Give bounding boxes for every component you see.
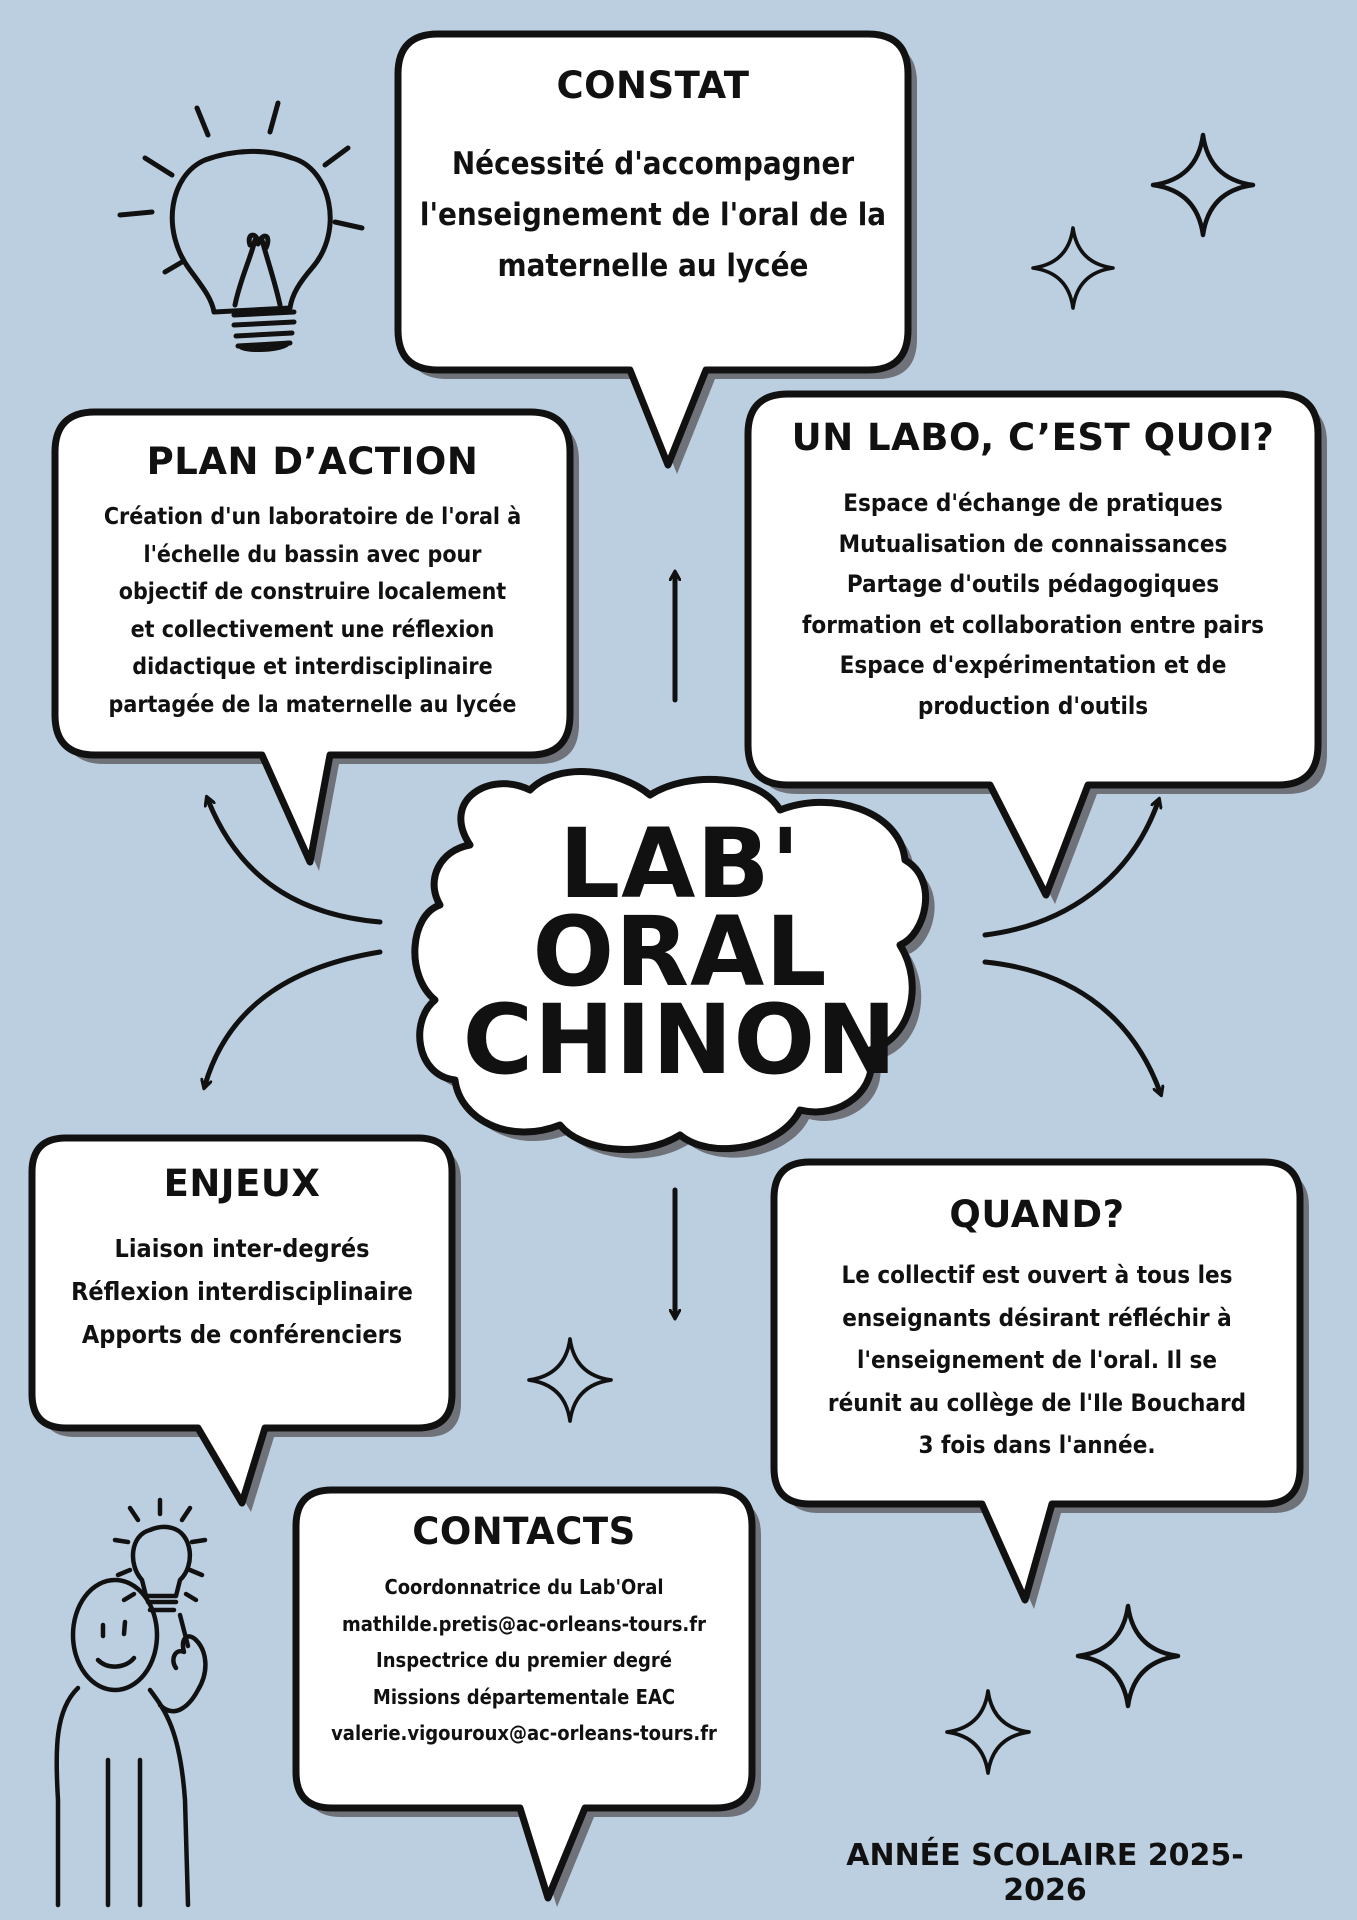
plan-action-line: et collectivement une réflexion [130,616,495,643]
constat-text [420,139,886,292]
star-icon [1078,1606,1178,1706]
labo-line: Espace d'expérimentation et de [839,651,1227,679]
constat-section [405,64,901,292]
constat-line: l'enseignement de l'oral de la [419,197,887,233]
contact-email-link[interactable]: valerie.vigouroux@ac-orleans-tours.fr [331,1721,717,1745]
arrow-down-left-icon [205,952,380,1085]
labo-section [755,416,1311,726]
center-line-1: LAB' [558,808,802,920]
plan-action-line: partagée de la maternelle au lycée [108,691,517,718]
center-title [440,808,920,1096]
contacts-line: Missions départementale EAC [372,1684,676,1709]
contacts-section [300,1510,748,1752]
quand-line: Le collectif est ouvert à tous les [841,1261,1233,1289]
plan-action-line: didactique et interdisciplinaire [132,654,493,680]
enjeux-text [71,1227,413,1356]
contact-email-link[interactable]: mathilde.pretis@ac-orleans-tours.fr [342,1611,706,1636]
star-icon [947,1691,1029,1773]
quand-line: 3 fois dans l'année. [918,1431,1156,1459]
plan-action-section [60,440,565,724]
constat-line: Nécessité d'accompagner [451,146,855,182]
quand-line: réunit au collège de l'Ile Bouchard [827,1388,1247,1417]
contacts-line: Inspectrice du premier degré [376,1648,672,1672]
plan-action-text [104,499,521,724]
school-year-footer: ANNÉE SCOLAIRE 2025-2026 [846,1838,1244,1908]
enjeux-line: Réflexion interdisciplinaire [71,1277,413,1306]
enjeux-line: Liaison inter-degrés [114,1234,370,1263]
quand-text [828,1254,1246,1467]
star-icon [1033,228,1113,308]
plan-action-line: Création d'un laboratoire de l'oral à [103,504,522,530]
arrow-down-right-icon [985,962,1160,1092]
quand-title: QUAND? [949,1193,1125,1236]
contacts-text [331,1569,717,1752]
quand-line: enseignants désirant réfléchir à [842,1303,1232,1332]
center-line-3: CHINON [462,984,898,1096]
enjeux-title: ENJEUX [163,1162,321,1205]
center-line-2: ORAL [532,896,828,1008]
labo-line: Mutualisation de connaissances [838,529,1228,558]
constat-line: maternelle au lycée [497,248,809,284]
quand-line: l'enseignement de l'oral. Il se [856,1346,1217,1374]
contacts-line: Coordonnatrice du Lab'Oral [384,1575,664,1599]
labo-line: Partage d'outils pédagogiques [846,570,1220,598]
quand-section [778,1193,1296,1467]
contacts-title: CONTACTS [412,1510,636,1553]
labo-line: formation et collaboration entre pairs [802,610,1264,639]
constat-title: CONSTAT [556,64,750,107]
star-icon [529,1339,611,1421]
thinking-person-icon [57,1500,206,1905]
plan-action-line: l'échelle du bassin avec pour [143,541,482,568]
labo-line: Espace d'échange de pratiques [843,489,1223,517]
plan-action-line: objectif de construire localement [118,579,507,605]
labo-line: production d'outils [917,691,1149,720]
enjeux-line: Apports de conférenciers [81,1320,403,1349]
plan-action-title: PLAN D’ACTION [146,440,479,483]
enjeux-section [36,1162,448,1356]
labo-text [802,483,1264,726]
labo-title: UN LABO, C’EST QUOI? [791,416,1275,459]
star-icon [1153,135,1253,235]
lightbulb-icon [120,103,362,350]
